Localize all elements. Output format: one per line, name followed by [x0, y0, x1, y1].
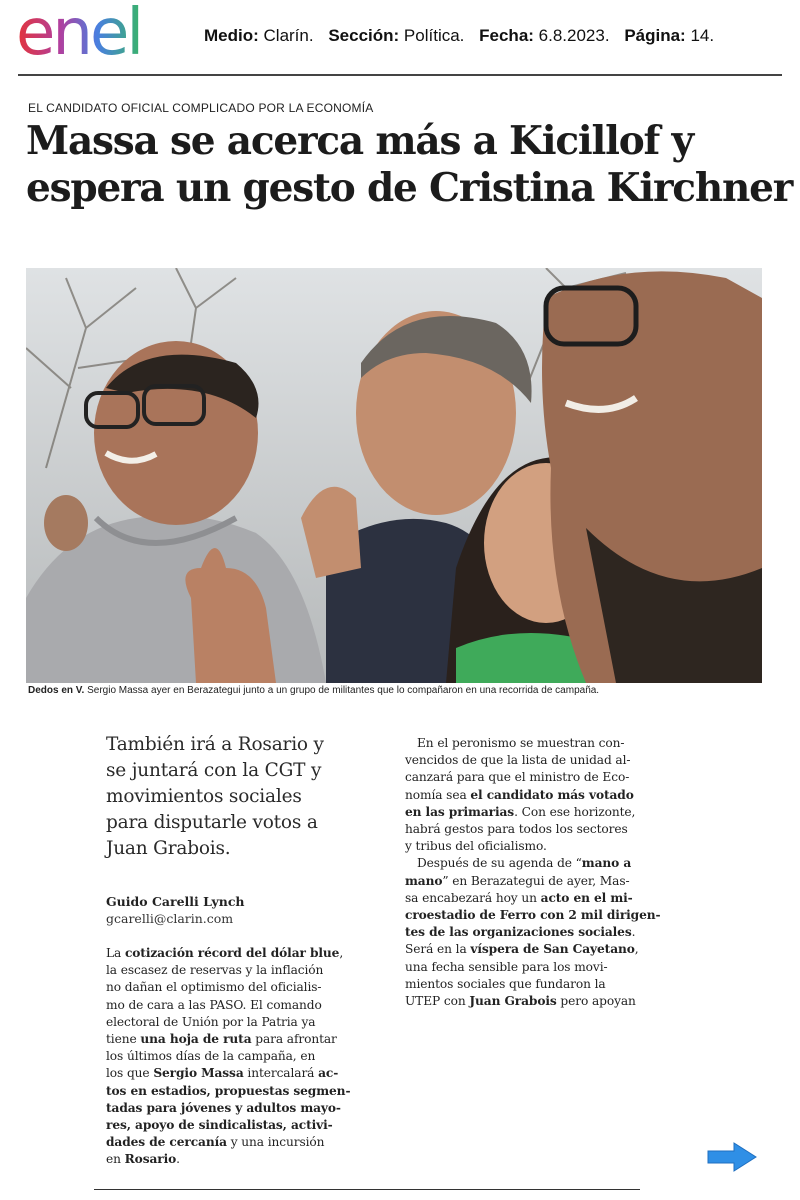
caption-text: Sergio Massa ayer en Berazategui junto a un grupo de militantes que lo compañaron en una recorrida de campaña. — [84, 685, 600, 696]
photo-caption — [28, 685, 599, 696]
article-photo — [26, 268, 762, 683]
deck-line: Juan Grabois. — [106, 838, 231, 859]
enel-logo — [16, 2, 186, 72]
deck-line: movimientos sociales — [106, 786, 302, 807]
document-header — [0, 0, 800, 76]
deck-line: se juntará con la CGT y — [106, 760, 322, 781]
article-headline — [26, 118, 793, 212]
article-body-left: La cotización récord del dólar blue, la escasez de reservas y la inflación no dañan el optimismo del oficialis- mo de cara a las PASO. El comando electoral de Unión por la Patria ya tiene una hoja de ruta para afrontar los últimos días de la campaña, en los que Sergio Massa intercalará ac- tos en estadios, propuestas segmen- tadas para jóvenes y adultos mayo- res, apoyo de sindicalistas, activi- dades de cercanía y una incursión en Rosario. — [106, 946, 351, 1167]
medio-value: Clarín. — [263, 26, 314, 45]
fecha-label: Fecha: — [479, 26, 534, 45]
article-column-left — [106, 732, 351, 1169]
fecha-value: 6.8.2023. — [538, 26, 610, 45]
caption-lead: Dedos en V. — [28, 685, 85, 696]
footer-divider — [94, 1189, 640, 1190]
medio-label: Medio: — [204, 26, 259, 45]
seccion-value: Política. — [403, 26, 465, 45]
photo-illustration — [26, 268, 762, 683]
deck-line: para disputarle votos a — [106, 812, 318, 833]
article-column-right — [405, 735, 661, 1010]
svg-text:enel: enel — [16, 2, 142, 70]
deck-line: También irá a Rosario y — [106, 734, 324, 755]
pagina-value: 14. — [690, 26, 715, 45]
article-deck — [106, 732, 338, 862]
author-byline: Guido Carelli Lynch — [106, 894, 245, 909]
article-kicker: EL CANDIDATO OFICIAL COMPLICADO POR LA ECONOMÍA — [28, 101, 374, 115]
document-meta — [204, 26, 714, 46]
article-body-right: En el peronismo se muestran con- vencidos de que la lista de unidad al- canzará para que el ministro de Eco- nomía sea el candidato más votado en las primarias. Con ese horizonte, habrá gestos para todos los sectores y tribus del oficialismo. Después de su agenda de “mano a mano” en Berazategui de ayer, Mas- sa encabezará hoy un acto en el mi- croestadio de Ferro con 2 mil dirigen- tes de las organizaciones sociales. Será en la víspera de San Cayetano, una fecha sensible para los movi- mientos sociales que fundaron la UTEP con Juan Grabois pero apoyan — [405, 736, 661, 1009]
headline-line: espera un gesto de Cristina Kirchner — [26, 165, 793, 211]
header-divider — [18, 74, 782, 76]
author-email: gcarelli@clarin.com — [106, 911, 234, 926]
headline-line: Massa se acerca más a Kicillof y — [26, 118, 693, 164]
pagina-label: Página: — [624, 26, 686, 45]
arrow-right-icon[interactable] — [706, 1141, 758, 1173]
seccion-label: Sección: — [328, 26, 400, 45]
